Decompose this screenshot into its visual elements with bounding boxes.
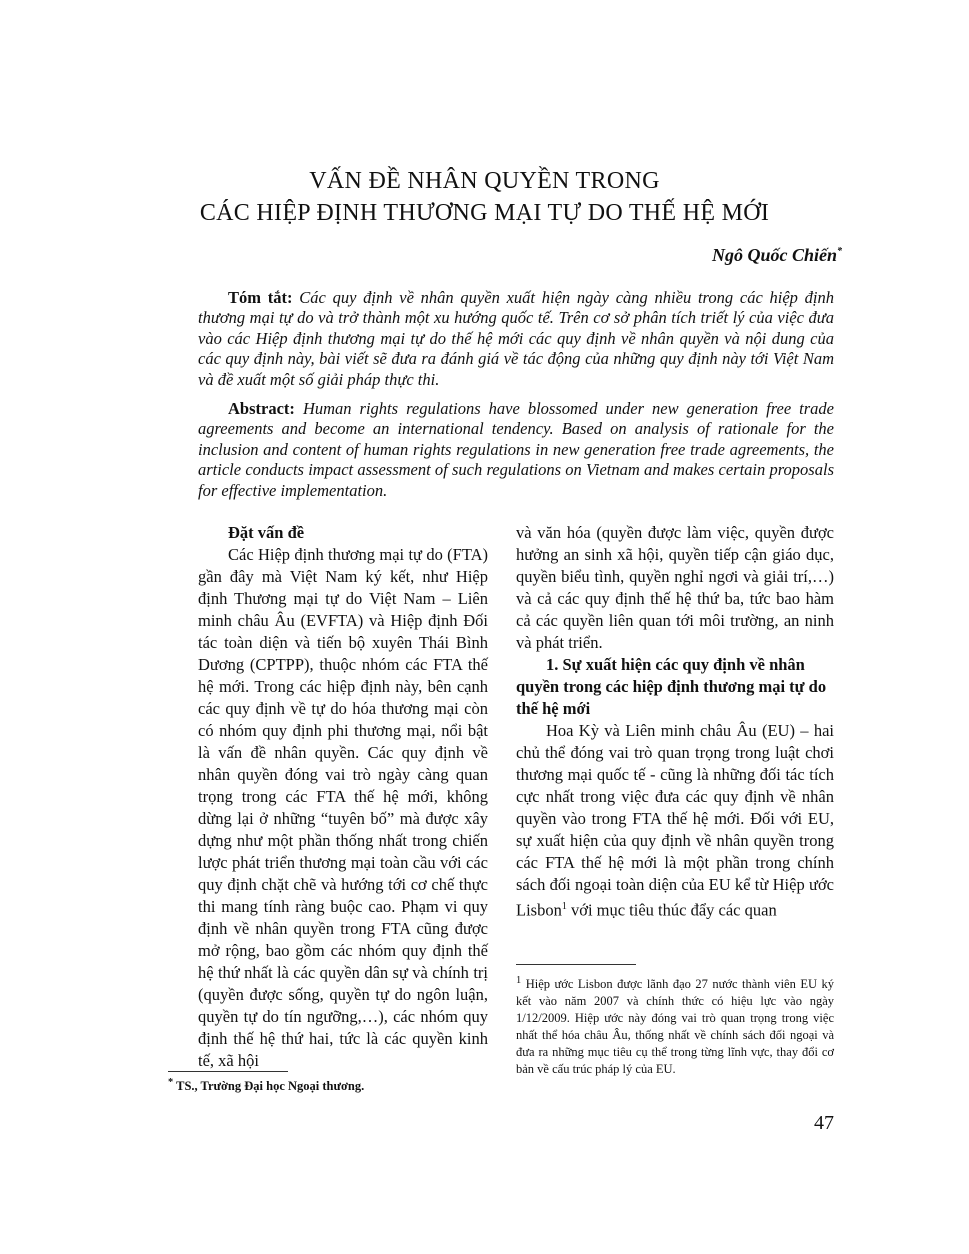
summary-en-label: Abstract: xyxy=(228,399,295,418)
footnote-1-mark: 1 xyxy=(516,975,522,986)
body-paragraph-section-1-tail: với mục tiêu thúc đẩy các quan xyxy=(566,900,777,920)
footnote-author-mark: * xyxy=(168,1077,174,1088)
summary-en-text: Human rights regulations have blossomed under new generation free trade agreements and become an international tendency. Based on analysis of rationale for the inclusion and content of human rights regulations in new generation free trade agreements, the article conducts impact assessment of such regulations on Vietnam and makes certain proposals for effective implementation. xyxy=(198,399,835,500)
column-left xyxy=(198,522,488,1072)
author-footnote-mark: * xyxy=(837,246,842,257)
section-heading-1: 1. Sự xuất hiện các quy định về nhân quyền trong các hiệp định thương mại tự do thế hệ mới xyxy=(516,655,827,718)
column-right xyxy=(516,522,834,922)
summary-english xyxy=(198,399,834,501)
footnote-1 xyxy=(516,972,834,1078)
footnote-divider-left xyxy=(168,1071,288,1072)
footnote-1-text: Hiệp ước Lisbon được lãnh đạo 27 nước thành viên EU ký kết vào năm 2007 và chính thức có hiệu lực vào ngày 1/12/2009. Hiệp ước này đóng vai trò quan trọng trong việc nhất thể hóa châu Âu, thống nhất về chính sách đối ngoại và đưa ra những mục tiêu cụ thể trong từng lĩnh vực, thay đổi cơ bản về cấu trúc pháp lý của EU. xyxy=(516,977,834,1077)
summary-vietnamese xyxy=(198,288,834,390)
footnote-author xyxy=(168,1077,364,1094)
author-name: Ngô Quốc Chiến xyxy=(711,245,837,265)
body-paragraph-intro: Các Hiệp định thương mại tự do (FTA) gần đây mà Việt Nam ký kết, như Hiệp định Thương mại tự do Việt Nam – Liên minh châu Âu (EVFTA) và Hiệp định Đối tác toàn diện và tiến bộ xuyên Thái Bình Dương (CPTPP), thuộc nhóm các FTA thế hệ mới. Trong các hiệp định này, bên cạnh các quy định về tự do hóa thương mại còn có nhóm quy định phi thương mại, nổi bật là vấn đề nhân quyền. Các quy định về nhân quyền đóng vai trò ngày càng quan trọng trong các FTA thế hệ mới, không dừng lại ở những “tuyên bố” mà được xây dựng như một phần thống nhất trong chiến lược phát triển thương mại toàn cầu với các quy định chặt chẽ và hướng tới cơ chế thực thi mang tính ràng buộc cao. Phạm vi quy định về nhân quyền trong FTA cũng được mở rộng, bao gồm các nhóm quy định thế hệ thứ nhất là các quyền dân sự và chính trị (quyền được sống, quyền tự do ngôn luận, quyền tự do tín ngưỡng,…), các nhóm quy định thế hệ thứ hai, tức là các quyền kinh tế, xã hội xyxy=(198,545,488,1070)
title-line-1: VẤN ĐỀ NHÂN QUYỀN TRONG xyxy=(309,168,660,194)
section-heading-intro: Đặt vấn đề xyxy=(228,523,305,542)
footnote-author-text: TS., Trường Đại học Ngoại thương. xyxy=(176,1079,365,1094)
body-paragraph-section-1 xyxy=(516,720,834,922)
page-number: 47 xyxy=(814,1112,834,1134)
title-line-2: CÁC HIỆP ĐỊNH THƯƠNG MẠI TỰ DO THẾ HỆ MỚI xyxy=(199,200,770,226)
footnote-ref-1: 1 xyxy=(561,901,567,912)
summary-vi-label: Tóm tắt: xyxy=(228,288,293,307)
summary-vi-text: Các quy định về nhân quyền xuất hiện ngày càng nhiều trong các hiệp định thương mại tự do và trở thành một xu hướng quốc tế. Trên cơ sở phân tích triết lý của việc đưa vào các Hiệp định thương mại tự do thế hệ mới các quy định về nhân quyền và nội dung của các quy định này, bài viết sẽ đưa ra đánh giá về tác động của những quy định này tới Việt Nam và đề xuất một số giải pháp thực thi. xyxy=(198,288,835,389)
author-byline xyxy=(712,245,842,266)
body-paragraph-section-1-text: Hoa Kỳ và Liên minh châu Âu (EU) – hai chủ thể đóng vai trò quan trọng trong luật chơi thương mại quốc tế - cũng là những đối tác tích cực nhất trong việc đưa các quy định về nhân quyền vào trong FTA thế hệ mới. Đối với EU, sự xuất hiện của quy định về nhân quyền trong các FTA thế hệ mới là một phần trong chính sách đối ngoại toàn diện của EU kể từ Hiệp ước Lisbon xyxy=(516,721,834,920)
article-title xyxy=(0,165,969,229)
body-paragraph-continued: và văn hóa (quyền được làm việc, quyền được hưởng an sinh xã hội, quyền tiếp cận giáo dục, quyền biểu tình, quyền nghỉ ngơi và giải trí,…) và cả các quy định thế hệ thứ ba, tức bao hàm cả các quyền liên quan tới môi trường, an ninh và phát triển. xyxy=(516,523,834,652)
footnote-divider-right xyxy=(516,964,636,965)
